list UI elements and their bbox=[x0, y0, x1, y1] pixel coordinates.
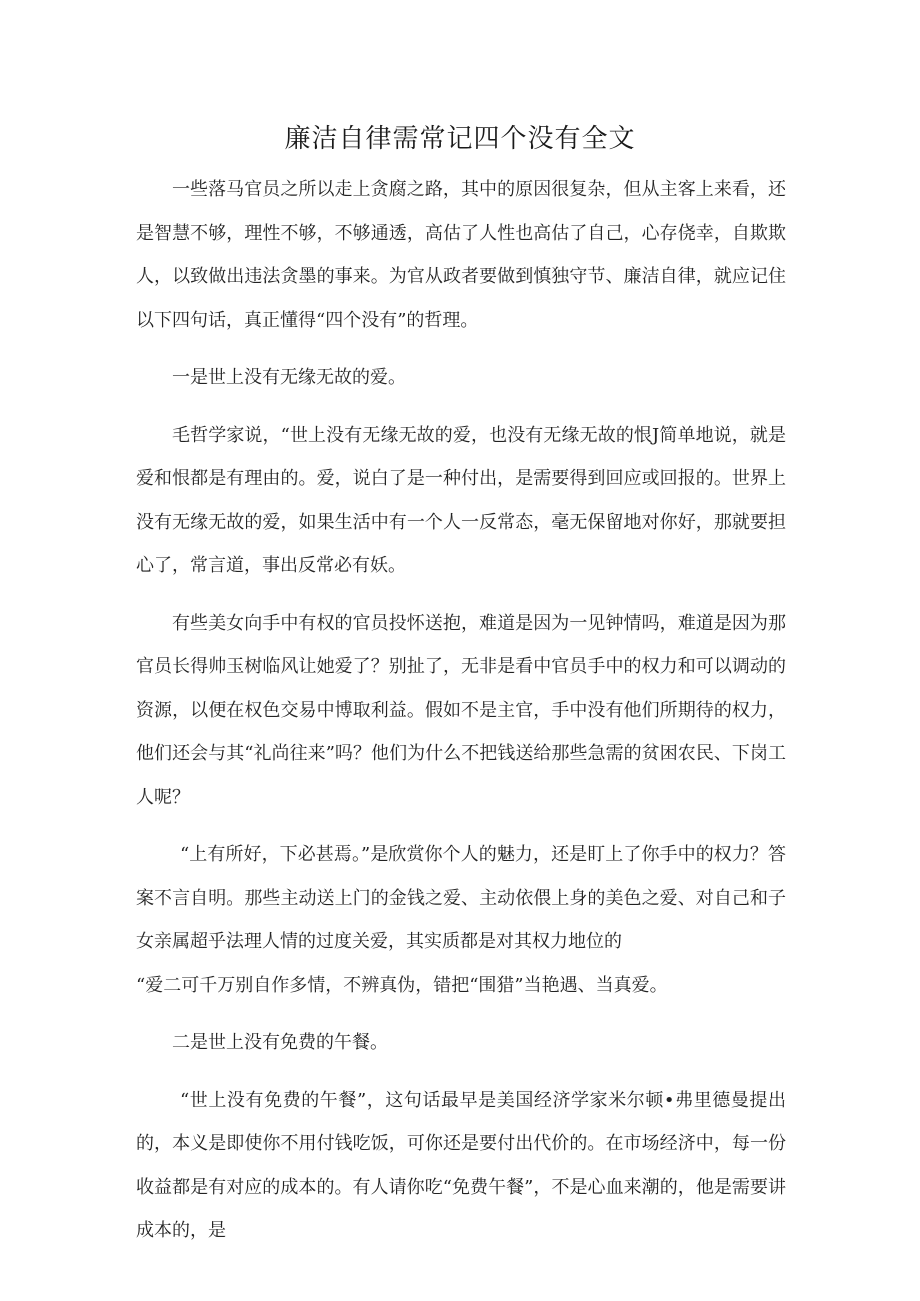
paragraph: “世上没有免费的午餐”，这句话最早是美国经济学家米尔顿•弗里德曼提出的，本义是即使你不用付钱吃饭，可你还是要付出代价的。在市场经济中，每一份收益都是有对应的成本的。有人请你吃“免费午餐”，不是心血来潮的，他是需要讲成本的，是 bbox=[136, 1089, 786, 1241]
paragraph: 毛哲学家说，“世上没有无缘无故的爱，也没有无缘无故的恨J简单地说，就是爱和恨都是有理由的。爱，说白了是一种付出，是需要得到回应或回报的。世界上没有无缘无故的爱，如果生活中有一个人一反常态，毫无保留地对你好，那就要担心了，常言道，事出反常必有妖。 bbox=[136, 424, 786, 576]
paragraph: “上有所好，下必甚焉。”是欣赏你个人的魅力，还是盯上了你手中的权力？答案不言自明。那些主动送上门的金钱之爱、主动依偎上身的美色之爱、对自己和子女亲属超乎法理人情的过度关爱，其实质都是对其权力地位的 bbox=[136, 844, 786, 952]
section-heading-1: 一是世上没有无缘无故的爱。 bbox=[172, 367, 406, 388]
document-body bbox=[136, 168, 786, 1267]
paragraph-continuation: “爱二可千万别自作多情，不辨真伪，错把“围猎”当艳遇、当真爱。 bbox=[136, 974, 668, 996]
section-heading-2: 二是世上没有免费的午餐。 bbox=[172, 1032, 388, 1053]
paragraph: 有些美女向手中有权的官员投怀送抱，难道是因为一见钟情吗，难道是因为那官员长得帅玉树临风让她爱了？别扯了，无非是看中官员手中的权力和可以调动的资源，以便在权色交易中博取利益。假如不是主官，手中没有他们所期待的权力，他们还会与其“礼尚往来”吗？他们为什么不把钱送给那些急需的贫困农民、下岗工人呢？ bbox=[136, 612, 786, 808]
paragraph-intro: 一些落马官员之所以走上贪腐之路，其中的原因很复杂，但从主客上来看，还是智慧不够，理性不够，不够通透，高估了人性也高估了自己，心存侥幸，自欺欺人，以致做出违法贪墨的事来。为官从政者要做到慎独守节、廉洁自律，就应记住以下四句话，真正懂得“四个没有”的哲理。 bbox=[136, 179, 786, 331]
document-title: 廉洁自律需常记四个没有全文 bbox=[284, 124, 636, 154]
